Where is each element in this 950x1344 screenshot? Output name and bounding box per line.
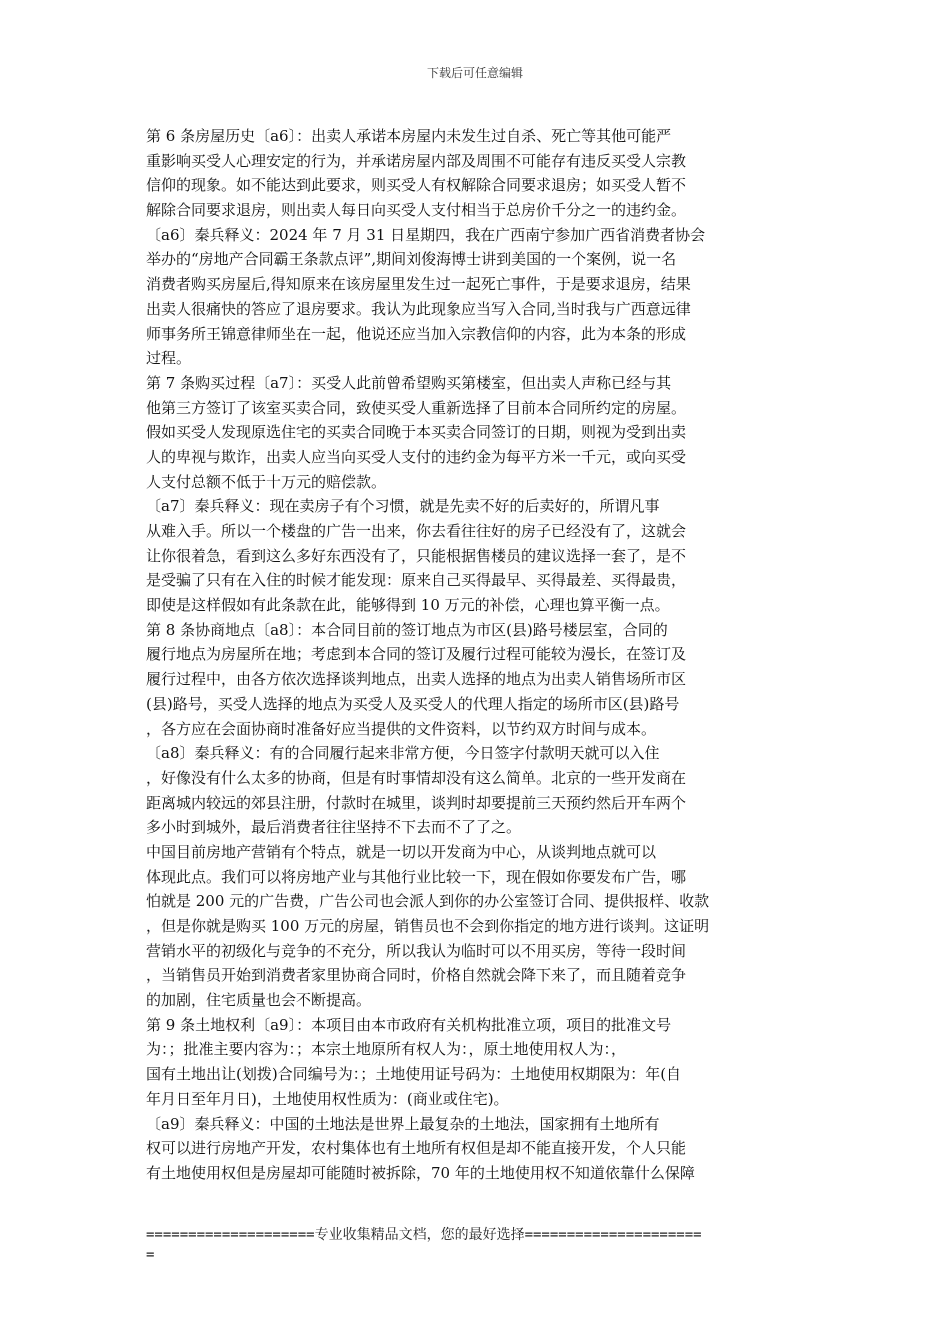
text-line: 〔a6〕秦兵释义：2024 年 7 月 31 日星期四，我在广西南宁参加广西省消费者协会 [146, 225, 706, 244]
text-line: 让你很着急，看到这么多好东西没有了，只能根据售楼员的建议选择一套了，是不 [146, 546, 687, 565]
text-line: 第 8 条协商地点〔a8〕：本合同目前的签订地点为市区(县)路号楼层室，合同的 [146, 620, 668, 639]
page-footer [146, 1225, 816, 1265]
text-line: 履行过程中，由各方依次选择谈判地点，出卖人选择的地点为出卖人销售场所市区 [146, 670, 687, 689]
page-header: 下载后可任意编辑 [426, 66, 523, 80]
text-line: 人支付总额不低于十万元的赔偿款。 [146, 472, 387, 491]
text-line: 〔a9〕秦兵释义：中国的土地法是世界上最复杂的土地法，国家拥有土地所有 [146, 1114, 660, 1133]
text-line: 距离城内较远的郊县注册，付款时在城里，谈判时却要提前三天预约然后开车两个 [146, 793, 687, 812]
text-line: 人的卑视与欺诈，出卖人应当向买受人支付的违约金为每平方米一千元，或向买受 [146, 447, 687, 466]
text-line: 营销水平的初级化与竞争的不充分，所以我认为临时可以不用买房，等待一段时间 [146, 941, 687, 960]
text-line: 解除合同要求退房，则出卖人每日向买受人支付相当于总房价千分之一的违约金。 [146, 201, 687, 220]
text-line: (县)路号，买受人选择的地点为买受人及买受人的代理人指定的场所市区(县)路号 [146, 694, 680, 713]
text-line: ，好像没有什么太多的协商，但是有时事情却没有这么简单。北京的一些开发商在 [146, 768, 687, 787]
text-line: 怕就是 200 元的广告费，广告公司也会派人到你的办公室签订合同、提供报样、收款 [146, 892, 710, 911]
text-line: ，各方应在会面协商时准备好应当提供的文件资料，以节约双方时间与成本。 [146, 719, 657, 738]
text-line: 信仰的现象。如不能达到此要求，则买受人有权解除合同要求退房；如买受人暂不 [146, 176, 687, 195]
text-line: 中国目前房地产营销有个特点，就是一切以开发商为中心，从谈判地点就可以 [146, 842, 657, 861]
text-line: 出卖人很痛快的答应了退房要求。我认为此现象应当写入合同,当时我与广西意远律 [146, 299, 691, 318]
text-line: 过程。 [146, 349, 192, 368]
text-line: 从难入手。所以一个楼盘的广告一出来，你去看往往好的房子已经没有了，这就会 [146, 522, 687, 540]
footer-banner-continuation: = [146, 1247, 155, 1263]
text-line: 是受骗了只有在入住的时候才能发现：原来自己买得最早、买得最差、买得最贵， [146, 571, 687, 590]
text-line: 假如买受人发现原选住宅的买卖合同晚于本买卖合同签订的日期，则视为受到出卖 [146, 423, 687, 442]
text-line: 即使是这样假如有此条款在此，能够得到 10 万元的补偿，心理也算平衡一点。 [146, 596, 670, 615]
text-line: 为：；批准主要内容为：；本宗土地原所有权人为：，原土地使用权人为：， [146, 1040, 627, 1059]
document-body [146, 124, 770, 1186]
text-line: 师事务所王锦意律师坐在一起，他说还应当加入宗教信仰的内容，此为本条的形成 [146, 324, 687, 343]
text-line: 多小时到城外，最后消费者往往坚持不下去而不了了之。 [146, 818, 522, 837]
text-line: 权可以进行房地产开发，农村集体也有土地所有权但是却不能直接开发，个人只能 [146, 1139, 687, 1158]
text-line: 体现此点。我们可以将房地产业与其他行业比较一下，现在假如你要发布广告，哪 [146, 867, 687, 886]
text-line: 重影响买受人心理安定的行为，并承诺房屋内部及周围不可能存有违反买受人宗教 [146, 151, 687, 170]
text-line: 履行地点为房屋所在地；考虑到本合同的签订及履行过程可能较为漫长，在签订及 [146, 645, 687, 664]
text-line: 有土地使用权但是房屋却可能随时被拆除，70 年的土地使用权不知道依靠什么保障 [146, 1163, 695, 1182]
text-line: 举办的“房地产合同霸王条款点评”,期间刘俊海博士讲到美国的一个案例，说一名 [146, 250, 677, 269]
text-line: 的加剧，住宅质量也会不断提高。 [146, 991, 372, 1010]
text-line: 消费者购买房屋后,得知原来在该房屋里发生过一起死亡事件，于是要求退房，结果 [146, 275, 691, 294]
text-line: 第 9 条土地权利〔a9〕：本项目由本市政府有关机构批准立项，项目的批准文号 [146, 1015, 672, 1034]
text-line: 第 6 条房屋历史〔a6〕：出卖人承诺本房屋内未发生过自杀、死亡等其他可能严 [146, 127, 672, 145]
text-line: ，但是你就是购买 100 万元的房屋，销售员也不会到你指定的地方进行谈判。这证明 [146, 917, 710, 935]
text-line: 〔a7〕秦兵释义：现在卖房子有个习惯，就是先卖不好的后卖好的，所谓凡事 [146, 497, 660, 516]
text-line: 他第三方签订了该室买卖合同，致使买受人重新选择了目前本合同所约定的房屋。 [146, 398, 687, 417]
text-line: 国有土地出让(划拨)合同编号为：；土地使用证号码为：土地使用权期限为：年(自 [146, 1065, 682, 1084]
text-line: ，当销售员开始到消费者家里协商合同时，价格自然就会降下来了，而且随着竞争 [146, 966, 687, 985]
text-line: 年月日至年月日)，土地使用权性质为：(商业或住宅)。 [146, 1089, 509, 1108]
text-line: 〔a8〕秦兵释义：有的合同履行起来非常方便，今日签字付款明天就可以入住 [146, 744, 660, 763]
footer-banner: ====================专业收集精品文档，您的最好选择===================== [146, 1227, 702, 1243]
text-line: 第 7 条购买过程〔a7〕：买受人此前曾希望购买第楼室，但出卖人声称已经与其 [146, 373, 672, 392]
